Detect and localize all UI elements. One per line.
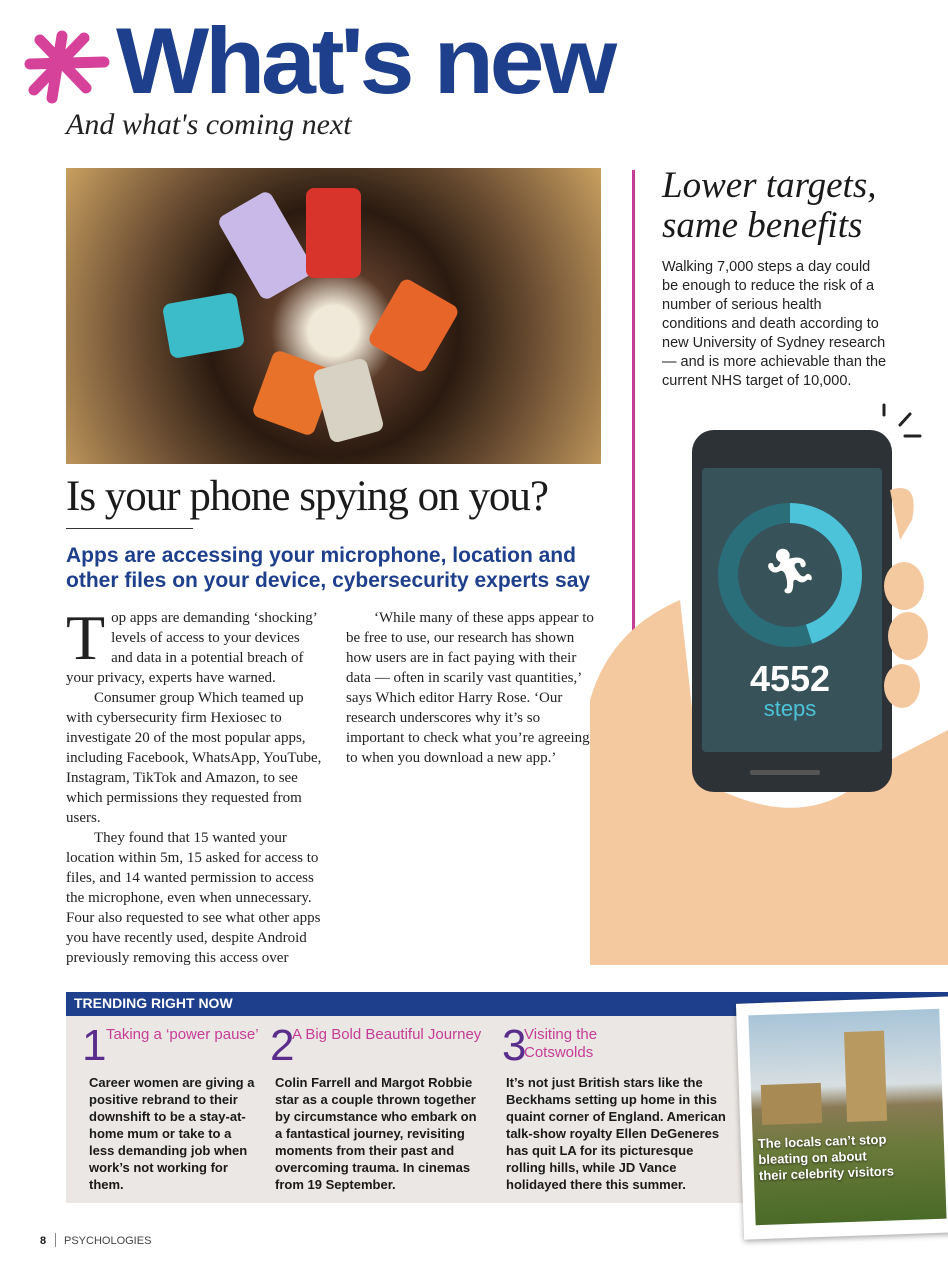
article-paragraph: Consumer group Which teamed up with cybersecurity firm Hexiosec to investigate 20 of the most popular apps, including Facebook, WhatsApp, YouTube, Instagram, TikTok and Amazon, to see which permissions they requested from users. bbox=[66, 690, 322, 826]
item-number: 3 bbox=[502, 1021, 525, 1070]
item-number: 2 bbox=[270, 1021, 293, 1070]
trending-item bbox=[270, 1021, 490, 1193]
photo-image bbox=[748, 1009, 946, 1226]
drop-cap: T bbox=[66, 608, 106, 673]
item-title: Visiting the Cotswolds bbox=[524, 1026, 598, 1061]
sidebar-title: Lower targets, same benefits bbox=[662, 165, 877, 246]
article-paragraph: ‘While many of these apps appear to be free to use, our research has shown how users are in fact paying with their data — often in scarily vast quantities,’ says Which editor Harry Rose. ‘Our research underscores why it’s so important to check what you’re agreeing to when you download a new app.’ bbox=[346, 610, 594, 766]
steps-label: steps bbox=[763, 696, 817, 721]
trending-heading: TRENDING RIGHT NOW bbox=[66, 992, 948, 1016]
item-number: 1 bbox=[82, 1021, 105, 1070]
phone-illustration bbox=[590, 400, 948, 965]
item-body: Colin Farrell and Margot Robbie star as a couple thrown together by circumstance who embark on a fantastical journey, revisiting moments from their past and overcoming trauma. In cinemas from 19 September. bbox=[275, 1075, 477, 1192]
steps-count: 4552 bbox=[749, 658, 831, 699]
magazine-name: PSYCHOLOGIES bbox=[64, 1235, 152, 1247]
article-standfirst: Apps are accessing your microphone, location and other files on your device, cybersecurity experts say bbox=[66, 544, 591, 592]
divider bbox=[66, 528, 193, 529]
item-title: A Big Bold Beautiful Journey bbox=[292, 1026, 482, 1043]
item-body: It’s not just British stars like the Beckhams setting up home in this quaint corner of England. American talk-show royalty Ellen DeGeneres has quit LA for its picturesque rolling hills, while JD Vance holidayed there this summer. bbox=[506, 1075, 726, 1192]
item-title: Taking a ‘power pause’ bbox=[106, 1026, 259, 1043]
trending-item bbox=[502, 1021, 726, 1193]
page-number: 8 bbox=[40, 1235, 47, 1247]
section-subtitle: And what's coming next bbox=[66, 108, 352, 141]
trending-item bbox=[82, 1021, 302, 1193]
article-headline: Is your phone spying on you? bbox=[66, 473, 548, 520]
article-column-2 bbox=[346, 608, 602, 768]
article-paragraph: They found that 15 wanted your location within 5m, 15 asked for access to files, and 14 wanted permission to access the microphone, even when unnecessary. Four also requested to see what other apps you have recently used, despite Android previously removing this access over bbox=[66, 830, 321, 966]
article-column-1 bbox=[66, 608, 322, 968]
item-body: Career women are giving a positive rebrand to their downshift to be a stay-at-home mum or take to a less demanding job when work’s not working for them. bbox=[89, 1075, 255, 1192]
sidebar-body: Walking 7,000 steps a day could be enough to reduce the risk of a number of serious health conditions and death according to new University of Sydney research — and is more achievable than the current NHS target of 10,000. bbox=[662, 259, 887, 389]
photo-caption: The locals can’t stop bleating on about their celebrity visitors bbox=[757, 1131, 895, 1184]
cotswolds-photo bbox=[736, 996, 948, 1239]
article-paragraph: op apps are demanding ‘shocking’ levels of access to your devices and data in a potential breach of your privacy, experts have warned. bbox=[66, 610, 317, 686]
phones-photo bbox=[66, 168, 601, 464]
asterisk-icon bbox=[22, 28, 112, 106]
running-icon: 🏃︎ bbox=[762, 547, 818, 596]
divider bbox=[55, 1233, 56, 1247]
section-title: What's new bbox=[116, 8, 613, 113]
